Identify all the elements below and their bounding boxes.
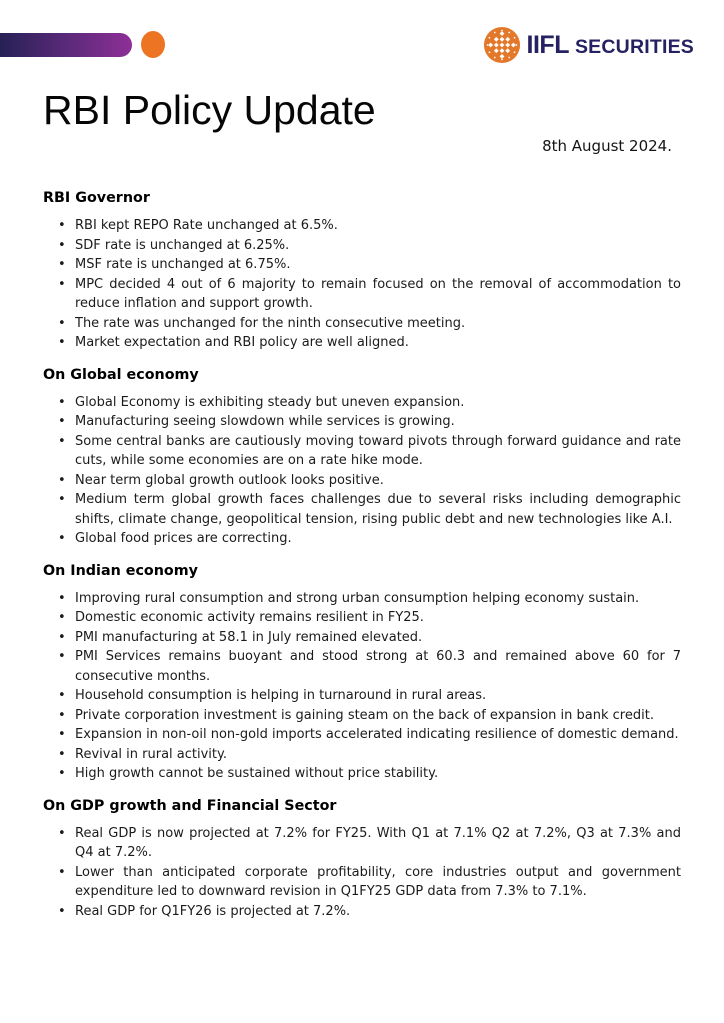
bullet-item: • Lower than anticipated corporate profitability, core industries output and government expenditure led to downward revision in Q1FY25 GDP data from 7.3% to 7.1%. <box>43 863 681 902</box>
bullet-item: • Real GDP for Q1FY26 is projected at 7.2%. <box>43 902 681 922</box>
header-orange-dot <box>141 31 165 58</box>
page-title: RBI Policy Update <box>43 87 376 133</box>
section-heading: On Indian economy <box>43 562 198 579</box>
section-heading: On Global economy <box>43 366 199 383</box>
iifl-securities-logo <box>483 26 694 64</box>
logo-suffix: SECURITIES <box>574 35 694 58</box>
bullet-item: • Household consumption is helping in turnaround in rural areas. <box>43 686 681 706</box>
bullet-item: • Near term global growth outlook looks positive. <box>43 471 681 491</box>
bullet-item: • MPC decided 4 out of 6 majority to remain focused on the removal of accommodation to reduce inflation and support growth. <box>43 275 681 314</box>
bullet-item: • Expansion in non-oil non-gold imports accelerated indicating resilience of domestic demand. <box>43 725 681 745</box>
bullet-item: • Improving rural consumption and strong urban consumption helping economy sustain. <box>43 589 681 609</box>
bullet-item: • Market expectation and RBI policy are well aligned. <box>43 333 681 353</box>
bullet-list <box>43 393 681 549</box>
bullet-list <box>43 216 681 353</box>
bullet-item: • Some central banks are cautiously moving toward pivots through forward guidance and rate cuts, while some economies are on a rate hike mode. <box>43 432 681 471</box>
report-section <box>43 188 681 353</box>
page-header <box>0 0 724 68</box>
header-gradient-bar <box>0 33 132 57</box>
bullet-item: • SDF rate is unchanged at 6.25%. <box>43 236 681 256</box>
bullet-item: • Manufacturing seeing slowdown while services is growing. <box>43 412 681 432</box>
bullet-item: • The rate was unchanged for the ninth consecutive meeting. <box>43 314 681 334</box>
bullet-item: • Medium term global growth faces challenges due to several risks including demographic shifts, climate change, geopolitical tension, rising public debt and new technologies like A.I. <box>43 490 681 529</box>
bullet-item: • MSF rate is unchanged at 6.75%. <box>43 255 681 275</box>
report-section <box>43 796 681 922</box>
bullet-item: • Real GDP is now projected at 7.2% for FY25. With Q1 at 7.1% Q2 at 7.2%, Q3 at 7.3% and Q4 at 7.2%. <box>43 824 681 863</box>
bullet-item: • PMI manufacturing at 58.1 in July remained elevated. <box>43 628 681 648</box>
section-heading: RBI Governor <box>43 190 150 207</box>
logo-name: IIFL <box>526 30 569 59</box>
logo-wordmark <box>527 31 694 60</box>
bullet-item: • Revival in rural activity. <box>43 745 681 765</box>
iifl-mandala-icon <box>483 26 521 64</box>
report-section <box>43 561 681 784</box>
bullet-item: • Global food prices are correcting. <box>43 529 681 549</box>
bullet-item: • RBI kept REPO Rate unchanged at 6.5%. <box>43 216 681 236</box>
bullet-list <box>43 824 681 922</box>
report-section <box>43 365 681 549</box>
bullet-item: • Domestic economic activity remains resilient in FY25. <box>43 608 681 628</box>
report-date: 8th August 2024. <box>542 137 672 156</box>
bullet-item: • PMI Services remains buoyant and stood strong at 60.3 and remained above 60 for 7 consecutive months. <box>43 647 681 686</box>
bullet-item: • Global Economy is exhibiting steady but uneven expansion. <box>43 393 681 413</box>
section-heading: On GDP growth and Financial Sector <box>43 797 337 814</box>
bullet-list <box>43 589 681 784</box>
report-body <box>43 188 681 921</box>
bullet-item: • High growth cannot be sustained without price stability. <box>43 764 681 784</box>
bullet-item: • Private corporation investment is gaining steam on the back of expansion in bank credit. <box>43 706 681 726</box>
